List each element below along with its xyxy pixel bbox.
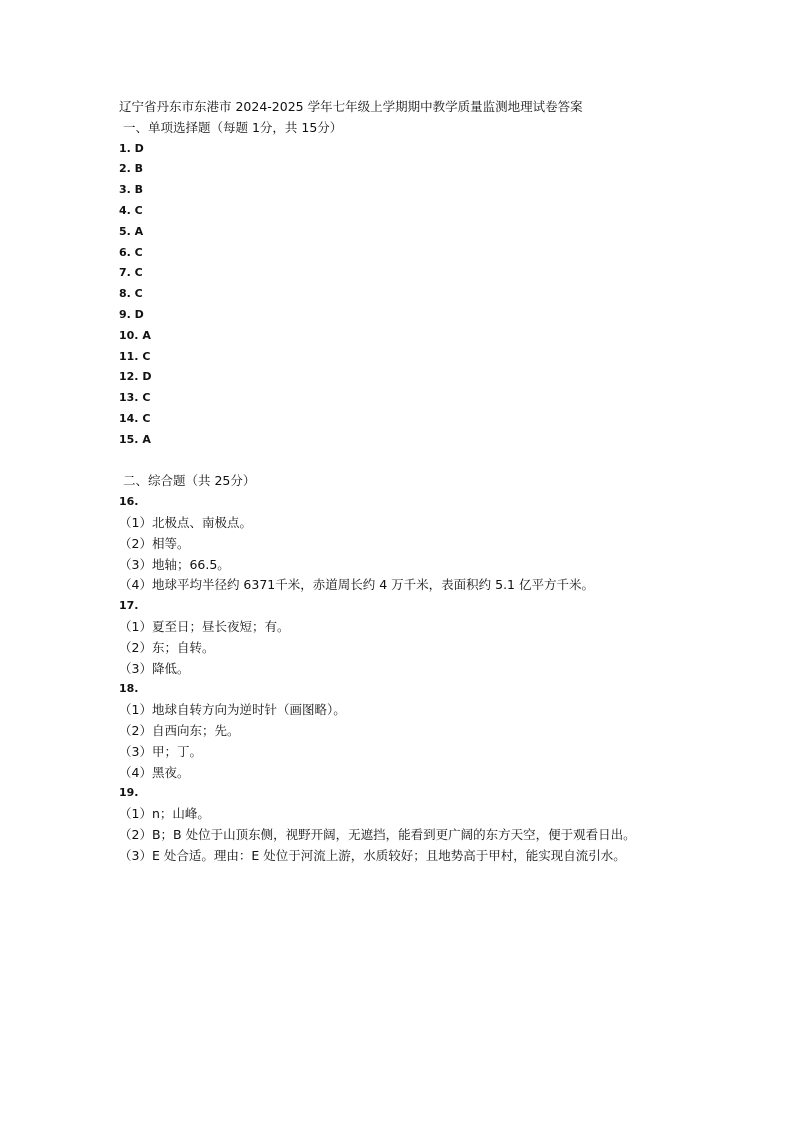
mc-answer-14: 14. C: [119, 411, 151, 425]
question-17: [119, 596, 759, 679]
section-1-heading: 一、单项选择题（每题 1分，共 15分）: [123, 119, 343, 135]
mc-answer-4: 4. C: [119, 203, 143, 217]
mc-answer-6: 6. C: [119, 245, 143, 259]
question-18: [119, 679, 759, 783]
mc-answer-13: 13. C: [119, 391, 151, 405]
mc-answer-1: 1. D: [119, 141, 144, 155]
question-part: （1）夏至日；昼长夜短；有。: [119, 618, 290, 634]
mc-answer-10: 10. A: [119, 328, 151, 342]
mc-answer-15: 15. A: [119, 432, 151, 446]
mc-answer-2: 2. B: [119, 162, 144, 176]
question-part: （2）B；B 处位于山顶东侧，视野开阔，无遮挡，能看到更广阔的东方天空，便于观看日出。: [119, 826, 636, 842]
question-number: 19.: [119, 786, 139, 800]
question-part: （1）n；山峰。: [119, 806, 210, 822]
question-number: 16.: [119, 495, 139, 509]
question-part: （3）甲；丁。: [119, 743, 202, 759]
answer-document: [119, 97, 759, 866]
question-16: [119, 492, 759, 596]
document-title: 辽宁省丹东市东港市 2024-2025 学年七年级上学期期中教学质量监测地理试卷答案: [119, 99, 583, 114]
mc-answer-8: 8. C: [119, 287, 143, 301]
question-number: 17.: [119, 599, 139, 613]
question-part: （1）地球自转方向为逆时针（画图略）。: [119, 702, 346, 718]
question-part: （2）自西向东；先。: [119, 722, 240, 738]
question-number: 18.: [119, 682, 139, 696]
question-19: [119, 783, 759, 866]
mc-answer-3: 3. B: [119, 183, 144, 197]
mc-answer-9: 9. D: [119, 307, 144, 321]
question-part: （3）地轴；66.5。: [119, 556, 230, 572]
section-2-heading: 二、综合题（共 25分）: [123, 473, 256, 489]
question-part: （2）相等。: [119, 535, 190, 551]
mc-answer-7: 7. C: [119, 266, 143, 280]
question-part: （1）北极点、南极点。: [119, 514, 252, 530]
question-part: （2）东；自转。: [119, 639, 215, 655]
mc-answer-5: 5. A: [119, 224, 144, 238]
question-part: （3）E 处合适。理由：E 处位于河流上游，水质较好；且地势高于甲村，能实现自流引水。: [119, 847, 626, 863]
question-part: （3）降低。: [119, 660, 190, 676]
mc-answer-list: [119, 139, 759, 451]
mc-answer-12: 12. D: [119, 370, 152, 384]
question-part: （4）黑夜。: [119, 764, 190, 780]
question-part: （4）地球平均半径约 6371千米，赤道周长约 4 万千米，表面积约 5.1 亿平方千米。: [119, 577, 594, 593]
mc-answer-11: 11. C: [119, 349, 151, 363]
section-gap: [119, 451, 759, 472]
